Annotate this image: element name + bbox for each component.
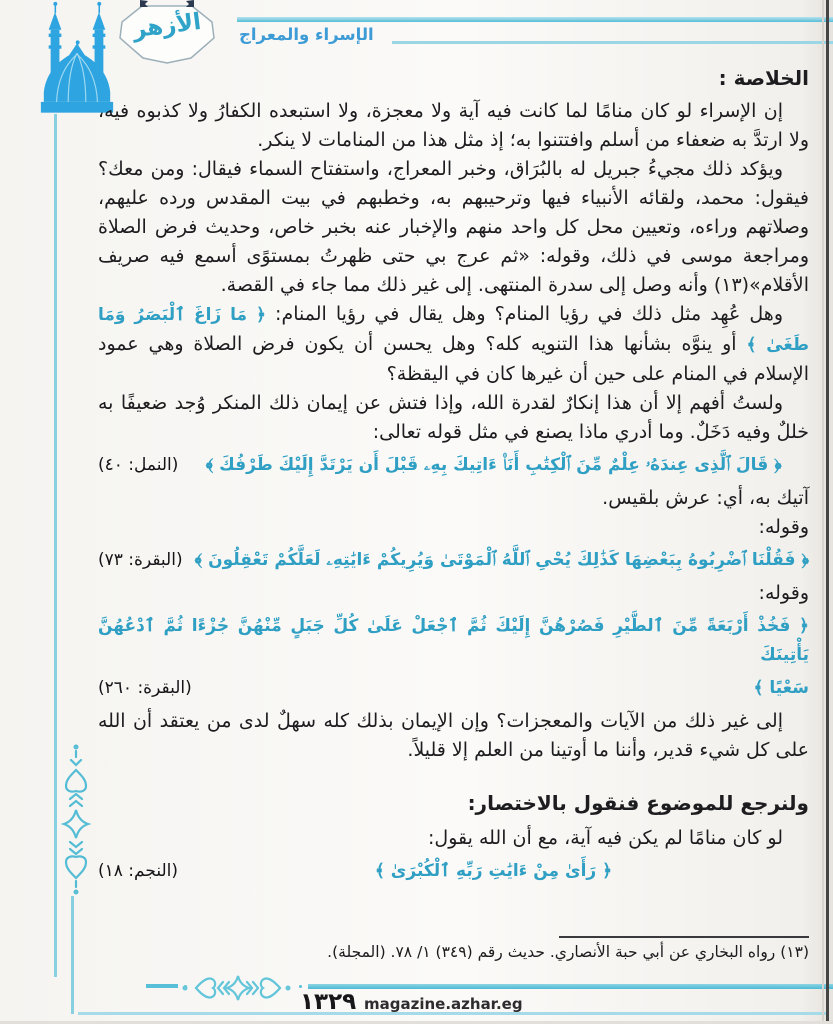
- footer-rule-main: [308, 984, 833, 989]
- footnote-rule: [559, 936, 809, 938]
- scan-edge-soft: [822, 0, 824, 1024]
- quran-verse: ﴿ رَأَىٰ مِنْ ءَايَٰتِ رَبِّهِ ٱلْكُبْرَىٰ ﴾: [374, 861, 613, 881]
- azhar-logo-badge: [116, 0, 218, 64]
- quran-verse-block-baqara-73: [98, 546, 809, 575]
- paragraph-denial: ولستُ أفهم إلا أن هذا إنكارٌ لقدرة الله، وإذا فتش عن إيمان ذلك المنكر وُجد ضعيفًا به خللٌ وفيه دَخَلٌ. وما أدري ماذا يصنع في مثل قوله تعالى:: [98, 392, 809, 443]
- verse-citation: (البقرة: ٢٦٠): [98, 678, 192, 698]
- scan-edge-right: [826, 0, 829, 1024]
- quran-verse-block-naml: [98, 451, 809, 480]
- side-ornament-icon: [57, 744, 95, 896]
- footnote-block: [98, 936, 809, 963]
- quran-verse-block-najm: [98, 857, 809, 886]
- paragraph-isra-not-dream: إن الإسراء لو كان منامًا لما كانت فيه آية ولا معجزة، ولا استبعده الكفارُ ولا كذبوه فيه، ولا ارتدَّ به ضعفاء من أسلم وافتتنوا به؛ إذ مثل هذا من المنامات لا ينكر.: [98, 100, 809, 151]
- left-rule-lower: [71, 896, 74, 1014]
- footer-dot: [299, 985, 302, 988]
- azhar-logo-text: الأزهر: [131, 8, 203, 44]
- footer-ornament-icon: [182, 969, 294, 1007]
- back-to-topic-heading: ولنرجع للموضوع فنقول بالاختصار:: [467, 791, 809, 815]
- quran-verse: ﴿ فَقُلْنَا ٱضْرِبُوهُ بِبَعْضِهَا كَذَٰلِكَ يُحْىِ ٱللَّهُ ٱلْمَوْتَىٰ وَيُرِيكُمْ ءَايَٰتِهِۦ لَعَلَّكُمْ تَعْقِلُونَ ﴾: [194, 550, 809, 570]
- quran-verse-inline: ﴿ مَا زَاغَ ٱلْبَصَرُ وَمَا طَغَىٰ ﴾: [98, 305, 809, 355]
- paragraph-faith: إلى غير ذلك من الآيات والمعجزات؟ وإن الإيمان بذلك كله سهلٌ لدى من يعتقد أن الله على كل شيء قدير، وأننا ما أوتينا من العلم إلا قليلاً.: [98, 710, 809, 761]
- footer-rule-left-stub: [146, 984, 178, 988]
- verse-citation: (البقرة: ٧٣): [98, 550, 183, 570]
- paragraph-brief: لو كان منامًا لم يكن فيه آية، مع أن الله يقول:: [427, 827, 783, 849]
- paragraph-questions: [98, 300, 809, 389]
- verse-citation: (النجم: ١٨): [98, 861, 178, 881]
- quran-verse-block-baqara-260: [98, 674, 809, 703]
- paragraph-evidence: ويؤكد ذلك مجيءُ جبريل له بالبُرَاق، وخبر المعراج، واستفتاح السماء فيقال: ومن معك؟ فيقول: محمد، ولقائه الأنبياء فيها وترحيبهم به، وخطبهم في بيت المقدس ورده عليهم، وصلاتهم وراءه، وتعيين محل كل واحد منهم والإخبار عنه بخبر خاص، وحديث فرض الصلاة ومراجعة موسى في ذلك، وقوله: «ثم عرج بي حتى ظهرتُ بمستوًى أسمع فيه صريف الأقلام»(١٣) وأنه وصل إلى سدرة المنتهى. إلى غير ذلك مما جاء في القصة.: [98, 158, 809, 296]
- footnote-text: (١٣) رواه البخاري عن أبي حبة الأنصاري. حديث رقم (٣٤٩) ١/ ٧٨. (المجلة).: [327, 943, 809, 961]
- magazine-website: magazine.azhar.eg: [364, 995, 523, 1013]
- verse-citation: (النمل: ٤٠): [98, 455, 179, 475]
- section-topic-title: الإسراء والمعراج: [239, 25, 374, 44]
- header-rule-secondary: [392, 41, 833, 44]
- and-his-saying-label: وقوله:: [758, 516, 809, 538]
- quran-verse-line1: ﴿ فَخُذْ أَرْبَعَةً مِّنَ ٱلطَّيْرِ فَصُرْهُنَّ إِلَيْكَ ثُمَّ ٱجْعَلْ عَلَىٰ كُلِّ جَبَلٍ مِّنْهُنَّ جُزْءًا ثُمَّ ٱدْعُهُنَّ يَأْتِينَكَ: [98, 616, 809, 665]
- verse-comment: آتيك به، أي: عرش بلقيس.: [602, 487, 809, 509]
- article-body: [98, 64, 809, 890]
- summary-heading: الخلاصة :: [718, 66, 809, 90]
- quran-verse-line2: سَعْيًا ﴾: [753, 678, 809, 698]
- paragraph-text: وهل عُهِد مثل ذلك في رؤيا المنام؟ وهل يقال في رؤيا المنام:: [265, 303, 783, 325]
- quran-verse: ﴿ قَالَ ٱلَّذِى عِندَهُۥ عِلْمٌ مِّنَ ٱلْكِتَٰبِ أَنَا۠ ءَاتِيكَ بِهِۦ قَبْلَ أَن يَرْتَدَّ إِلَيْكَ طَرْفُكَ ﴾: [205, 455, 782, 475]
- paragraph-text: أو ينوَّه بشأنها هذا التنويه كله؟ وهل يحسن أن يكون فرض الصلاة وهي عمود الإسلام في المنام على حين أن غيرها كان في اليقظة؟: [98, 333, 809, 385]
- and-his-saying-label: وقوله:: [758, 582, 809, 604]
- header-rule-top: [237, 17, 833, 22]
- page-number: ١٣٢٩: [300, 989, 357, 1015]
